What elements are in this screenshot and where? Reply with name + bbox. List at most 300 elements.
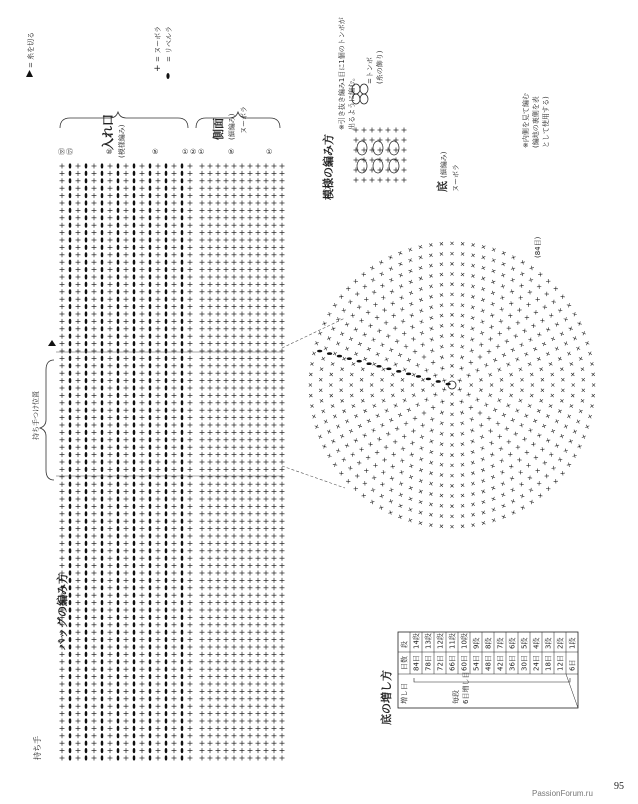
chain-stitch (165, 489, 168, 494)
single-crochet-stitch (580, 357, 582, 361)
chain-stitch (181, 334, 184, 339)
chain-stitch (101, 459, 104, 464)
chain-stitch (85, 297, 88, 302)
single-crochet-stitch (551, 313, 552, 317)
single-crochet-stitch (471, 513, 475, 516)
chain-stitch (85, 718, 88, 723)
chain-stitch (133, 556, 136, 561)
chain-stitch (101, 215, 104, 220)
single-crochet-stitch (547, 352, 549, 356)
chain-stitch (117, 200, 120, 205)
chain-stitch (101, 319, 104, 324)
chain-stitch (101, 755, 104, 760)
single-crochet-stitch (537, 410, 541, 412)
chain-stitch (69, 223, 72, 228)
chain-stitch (85, 363, 88, 368)
single-crochet-stitch (471, 462, 475, 464)
chain-stitch (165, 496, 168, 501)
chain-stitch (69, 400, 72, 405)
single-crochet-stitch (340, 368, 344, 371)
chain-stitch (149, 482, 152, 487)
single-crochet-stitch (472, 264, 475, 268)
chain-stitch (85, 496, 88, 501)
chain-stitch (85, 615, 88, 620)
chain-stitch (101, 297, 104, 302)
single-crochet-stitch (509, 394, 513, 397)
chain-stitch (133, 533, 136, 538)
chain-stitch (181, 348, 184, 353)
chain-stitch (133, 637, 136, 642)
single-crochet-stitch (401, 378, 404, 381)
chain-stitch (101, 733, 104, 738)
single-crochet-stitch (531, 444, 535, 445)
chain-stitch (149, 681, 152, 686)
chain-stitch (149, 644, 152, 649)
single-crochet-stitch (461, 293, 464, 296)
chain-stitch (181, 630, 184, 635)
chain-stitch (181, 178, 184, 183)
chain-stitch (69, 726, 72, 731)
chain-stitch (85, 260, 88, 265)
chain-stitch (181, 445, 184, 450)
single-crochet-stitch (511, 301, 512, 305)
chain-stitch (69, 755, 72, 760)
chain-stitch (181, 548, 184, 553)
chain-stitch (181, 704, 184, 709)
single-crochet-stitch (361, 447, 362, 451)
single-crochet-stitch (401, 388, 404, 391)
chain-stitch (69, 193, 72, 198)
single-crochet-stitch (440, 432, 442, 436)
chain-stitch (85, 667, 88, 672)
single-crochet-stitch (481, 490, 485, 492)
single-crochet-stitch (519, 399, 523, 401)
row-number-label: ② (190, 148, 196, 156)
chain-stitch (181, 526, 184, 531)
chain-stitch (85, 741, 88, 746)
chain-stitch (133, 622, 136, 627)
chain-stitch (85, 748, 88, 753)
chain-stitch (69, 334, 72, 339)
single-crochet-stitch (371, 373, 374, 376)
chain-stitch (85, 274, 88, 279)
chain-stitch (101, 267, 104, 272)
chain-stitch (85, 689, 88, 694)
single-crochet-stitch (429, 275, 433, 277)
chain-stitch (149, 755, 152, 760)
chain-stitch (101, 748, 104, 753)
chain-stitch (101, 326, 104, 331)
chain-stitch (133, 659, 136, 664)
chain-stitch (165, 467, 168, 472)
single-crochet-stitch (558, 410, 562, 412)
chain-stitch (165, 163, 168, 168)
row-number-label: ① (266, 148, 272, 156)
chain-stitch (69, 689, 72, 694)
chain-stitch (69, 200, 72, 205)
single-crochet-stitch (382, 399, 384, 403)
single-crochet-stitch (420, 500, 422, 504)
chain-stitch (85, 208, 88, 213)
single-crochet-stitch (371, 280, 375, 281)
single-crochet-stitch (549, 362, 551, 366)
chain-stitch (149, 741, 152, 746)
chain-stitch (85, 422, 88, 427)
single-crochet-stitch (404, 398, 406, 402)
chain-stitch (149, 637, 152, 642)
side-brace (196, 112, 280, 128)
single-crochet-stitch (430, 513, 433, 517)
chain-stitch (101, 563, 104, 568)
single-crochet-stitch (529, 362, 531, 366)
single-crochet-stitch (540, 367, 543, 371)
single-crochet-stitch (420, 479, 422, 483)
chain-stitch (133, 341, 136, 346)
chain-stitch (181, 607, 184, 612)
chain-stitch (85, 607, 88, 612)
single-crochet-stitch (567, 415, 571, 417)
chain-stitch (85, 674, 88, 679)
chain-stitch (181, 489, 184, 494)
chain-stitch (181, 467, 184, 472)
chain-stitch (181, 726, 184, 731)
chain-stitch (101, 230, 104, 235)
single-crochet-stitch (392, 394, 395, 398)
single-crochet-stitch (542, 318, 543, 322)
chain-stitch (101, 622, 104, 627)
chain-stitch (101, 718, 104, 723)
single-crochet-stitch (440, 304, 443, 307)
chain-stitch (181, 519, 184, 524)
chain-stitch (101, 430, 104, 435)
chain-stitch (181, 681, 184, 686)
chain-stitch (69, 652, 72, 657)
chain-stitch (181, 311, 184, 316)
chain-stitch (149, 696, 152, 701)
chain-stitch (181, 385, 184, 390)
chain-stitch (101, 178, 104, 183)
chain-stitch (181, 504, 184, 509)
chain-stitch (181, 711, 184, 716)
single-crochet-stitch (482, 511, 486, 513)
chain-stitch (117, 363, 120, 368)
single-crochet-stitch (422, 388, 425, 392)
chain-stitch (117, 252, 120, 257)
chain-stitch (149, 408, 152, 413)
chain-stitch (181, 282, 184, 287)
chain-stitch (165, 363, 168, 368)
single-crochet-stitch (383, 470, 384, 474)
chain-stitch (165, 733, 168, 738)
chain-stitch (101, 223, 104, 228)
chain-stitch (69, 171, 72, 176)
chain-stitch (149, 689, 152, 694)
chain-stitch (133, 363, 136, 368)
single-crochet-stitch (472, 295, 474, 299)
chain-stitch (85, 681, 88, 686)
chain-stitch (165, 600, 168, 605)
chain-stitch (133, 260, 136, 265)
chain-stitch (165, 711, 168, 716)
chain-stitch (85, 593, 88, 598)
chain-stitch (117, 348, 120, 353)
chain-stitch (181, 637, 184, 642)
single-crochet-stitch (460, 422, 464, 424)
chain-stitch (165, 644, 168, 649)
chain-stitch (181, 200, 184, 205)
chain-stitch (181, 659, 184, 664)
chain-stitch (133, 245, 136, 250)
single-crochet-stitch (422, 423, 423, 427)
chain-stitch (85, 533, 88, 538)
single-crochet-stitch (352, 404, 354, 408)
chain-stitch (117, 297, 120, 302)
chain-stitch (85, 578, 88, 583)
chain-stitch (181, 208, 184, 213)
chain-stitch (181, 622, 184, 627)
chain-stitch (69, 548, 72, 553)
chain-stitch (69, 600, 72, 605)
chain-stitch (133, 667, 136, 672)
chain-stitch (181, 511, 184, 516)
chain-stitch (133, 200, 136, 205)
chain-stitch (117, 563, 120, 568)
chain-stitch (69, 733, 72, 738)
chain-stitch (101, 252, 104, 257)
single-crochet-stitch (493, 258, 495, 262)
chain-stitch (181, 422, 184, 427)
chain-stitch (149, 245, 152, 250)
row-number-label: ⑤ (228, 148, 234, 156)
chain-stitch (117, 245, 120, 250)
chain-stitch (181, 644, 184, 649)
single-crochet-stitch (461, 463, 464, 466)
chain-stitch (69, 252, 72, 257)
chain-stitch (69, 445, 72, 450)
chain-stitch (181, 689, 184, 694)
single-crochet-stitch (352, 452, 353, 456)
chain-stitch (117, 615, 120, 620)
chain-stitch (133, 334, 136, 339)
chain-stitch (181, 193, 184, 198)
chain-stitch (69, 482, 72, 487)
chain-stitch (101, 570, 104, 575)
chain-stitch (117, 393, 120, 398)
chain-stitch (149, 733, 152, 738)
chain-stitch (133, 348, 136, 353)
chain-stitch (101, 519, 104, 524)
chain-stitch (165, 504, 168, 509)
chain-stitch (133, 297, 136, 302)
chain-stitch (101, 467, 104, 472)
single-crochet-stitch (549, 405, 553, 407)
chain-stitch (117, 667, 120, 672)
chain-stitch (85, 245, 88, 250)
chain-stitch (149, 570, 152, 575)
single-crochet-stitch (370, 442, 371, 446)
chain-stitch (69, 208, 72, 213)
chain-stitch (101, 408, 104, 413)
chain-stitch (133, 704, 136, 709)
bag-stitch-chart (40, 112, 285, 761)
single-crochet-stitch (514, 434, 518, 435)
chain-stitch (117, 193, 120, 198)
chain-stitch (117, 304, 120, 309)
chain-stitch (133, 652, 136, 657)
chain-stitch (165, 674, 168, 679)
chain-stitch (69, 637, 72, 642)
chain-stitch (117, 511, 120, 516)
chain-stitch (181, 356, 184, 361)
chain-stitch (181, 341, 184, 346)
chain-stitch (181, 223, 184, 228)
chain-stitch (149, 193, 152, 198)
chain-stitch (133, 526, 136, 531)
chain-stitch (85, 186, 88, 191)
single-crochet-stitch (461, 474, 464, 477)
chain-stitch (101, 445, 104, 450)
chain-stitch (101, 644, 104, 649)
chain-stitch (181, 393, 184, 398)
single-crochet-stitch (372, 363, 376, 365)
chain-stitch (133, 319, 136, 324)
chain-stitch (165, 548, 168, 553)
chain-stitch (133, 215, 136, 220)
chain-stitch (117, 385, 120, 390)
single-crochet-stitch (472, 254, 475, 258)
chain-stitch (117, 748, 120, 753)
chain-stitch (69, 533, 72, 538)
chain-stitch (85, 585, 88, 590)
chain-stitch (165, 748, 168, 753)
single-crochet-stitch (482, 277, 484, 281)
chain-stitch (165, 378, 168, 383)
chain-stitch (85, 304, 88, 309)
chain-stitch (149, 215, 152, 220)
single-crochet-stitch (352, 363, 356, 365)
single-crochet-stitch (379, 437, 380, 441)
chain-stitch (165, 519, 168, 524)
chain-stitch (133, 741, 136, 746)
chain-stitch (133, 570, 136, 575)
chain-stitch (117, 452, 120, 457)
single-crochet-stitch (377, 331, 381, 332)
chain-stitch (101, 504, 104, 509)
chain-stitch (181, 541, 184, 546)
chain-stitch (133, 726, 136, 731)
chain-stitch (69, 593, 72, 598)
chain-stitch (69, 696, 72, 701)
single-crochet-stitch (440, 314, 444, 317)
single-crochet-stitch (354, 353, 358, 355)
single-crochet-stitch (576, 420, 580, 422)
chain-stitch (69, 311, 72, 316)
chain-stitch (117, 570, 120, 575)
chain-stitch (133, 171, 136, 176)
row-number-label: ① (182, 148, 188, 156)
chain-stitch (85, 726, 88, 731)
chain-stitch (85, 311, 88, 316)
chain-stitch (149, 711, 152, 716)
chain-stitch (117, 230, 120, 235)
chain-stitch (69, 393, 72, 398)
chain-stitch (69, 452, 72, 457)
single-crochet-stitch (363, 358, 367, 360)
chain-stitch (133, 674, 136, 679)
chain-stitch (101, 526, 104, 531)
chain-stitch (165, 200, 168, 205)
chain-stitch (117, 593, 120, 598)
chain-stitch (165, 578, 168, 583)
chain-stitch (85, 474, 88, 479)
single-crochet-stitch (510, 373, 513, 377)
chain-stitch (165, 726, 168, 731)
chain-stitch (149, 326, 152, 331)
chain-stitch (85, 319, 88, 324)
single-crochet-stitch (391, 303, 395, 304)
single-crochet-stitch (560, 308, 561, 312)
chain-stitch (165, 430, 168, 435)
chain-stitch (69, 408, 72, 413)
chain-stitch (181, 459, 184, 464)
chain-stitch (101, 371, 104, 376)
chain-stitch (181, 400, 184, 405)
chain-stitch (117, 578, 120, 583)
single-crochet-stitch (401, 321, 405, 322)
chain-stitch (101, 659, 104, 664)
single-crochet-stitch (499, 448, 503, 449)
chain-stitch (85, 378, 88, 383)
single-crochet-stitch (430, 492, 432, 496)
chain-stitch (181, 163, 184, 168)
chain-stitch (149, 541, 152, 546)
chain-stitch (85, 755, 88, 760)
chain-stitch (133, 733, 136, 738)
chain-stitch (117, 644, 120, 649)
chain-stitch (101, 289, 104, 294)
chain-stitch (101, 689, 104, 694)
single-crochet-stitch (371, 394, 374, 397)
chain-stitch (149, 467, 152, 472)
chain-stitch (69, 430, 72, 435)
chain-stitch (69, 178, 72, 183)
single-crochet-stitch (471, 493, 475, 495)
single-crochet-stitch (529, 490, 533, 491)
chain-stitch (133, 223, 136, 228)
chain-stitch (117, 704, 120, 709)
chain-stitch (117, 282, 120, 287)
single-crochet-stitch (419, 267, 423, 269)
chain-stitch (85, 348, 88, 353)
chain-stitch (117, 208, 120, 213)
chain-stitch (181, 474, 184, 479)
chain-stitch (165, 659, 168, 664)
chain-stitch (69, 704, 72, 709)
chain-stitch (101, 356, 104, 361)
chain-stitch (165, 741, 168, 746)
chain-stitch (149, 178, 152, 183)
chain-stitch (149, 652, 152, 657)
chain-stitch (101, 593, 104, 598)
chain-stitch (69, 718, 72, 723)
chain-stitch (69, 630, 72, 635)
chain-stitch (149, 363, 152, 368)
chain-stitch (133, 496, 136, 501)
chain-stitch (133, 474, 136, 479)
chain-stitch (133, 289, 136, 294)
chain-stitch (69, 215, 72, 220)
chain-stitch (69, 504, 72, 509)
